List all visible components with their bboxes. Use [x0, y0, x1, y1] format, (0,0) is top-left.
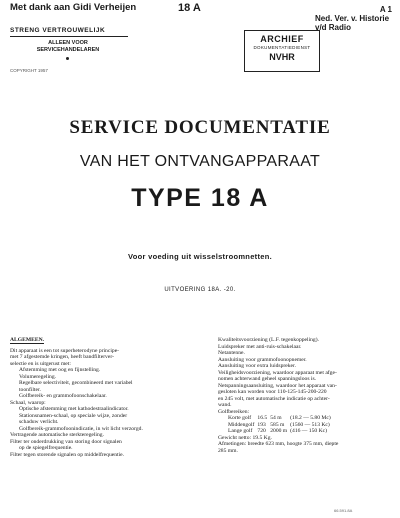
document-number: 66.591.8A [334, 508, 353, 513]
credit-text: Met dank aan Gidi Verheijen [10, 2, 137, 13]
section-heading [10, 337, 178, 344]
section-heading-text: ALGEMEEN. [10, 337, 45, 343]
spec-line: nomen achterwand geheel spanningsloos is. [218, 376, 317, 382]
table-row [228, 415, 334, 422]
bullet-dot [66, 57, 69, 60]
wave-to: 585 m [270, 421, 285, 428]
spec-line: Luidspreker met anti-ruis-schakelaar. [218, 343, 302, 350]
spec-line: Veiligheidsvoorziening, waardoor apparaat met afge- [218, 369, 337, 376]
weight-line: Gewicht netto: 19.5 Kg. [218, 434, 272, 441]
dimensions-line: 285 mm. [218, 447, 238, 454]
spec-line: Kwaliteitsvoorziening (L.F. tegenkoppeling). [218, 337, 319, 343]
stamp-line: DOKUMENTATIEDIENST [253, 45, 311, 50]
feature-line: Golfbereik- en grammofoonschakelaar. [19, 393, 107, 399]
general-section [10, 337, 178, 458]
feature-line: Filter tegen storende signalen op middelfrequentie. [10, 451, 125, 458]
feature-line: Golfbereik-grammofoonindicatie, in wit licht verzorgd. [19, 425, 143, 432]
wave-from: 16.5 [257, 415, 268, 421]
edition-note: UITVOERING 18A. -20. [164, 287, 236, 293]
page-number: A 1 [379, 5, 392, 14]
spec-line: gesloten kan worden voor 110-125-145-200-220 [218, 389, 327, 395]
wave-range-table [228, 415, 334, 435]
spec-line: Aansluiting voor extra luidspreker. [218, 363, 296, 369]
audience-line: SERVICEHANDELAREN [36, 47, 100, 53]
stamp-line: ARCHIEF [260, 34, 304, 44]
type-reference: 18 A [178, 2, 201, 14]
feature-line: Schaal, waarop: [10, 399, 46, 406]
wave-to: 2000 m [270, 428, 288, 434]
spec-line: Netspanningsaansluiting, waardoor het apparaat van- [218, 382, 337, 389]
wave-from: 720 [257, 428, 266, 434]
wave-name: Middengolf [228, 421, 255, 428]
archive-stamp [244, 30, 320, 72]
spec-line: Aansluiting voor grammofoonopnemer. [218, 356, 307, 363]
intro-line: selectie en is uitgerust met: [10, 360, 71, 367]
specifications-section [218, 337, 390, 454]
feature-line: Regelbare selectiviteit, gecombineerd met variabel [19, 380, 133, 386]
table-row [228, 428, 334, 435]
wave-from: 193 [257, 421, 266, 428]
feature-line: Volumeregeling. [19, 373, 57, 380]
copyright-text: COPYRIGHT 1957 [10, 68, 48, 73]
wave-heading: Golfbereiken: [218, 408, 250, 415]
divider [10, 36, 128, 37]
document-title: SERVICE DOCUMENTATIE [69, 117, 331, 138]
wave-freq: (18.2 — 5.80 Mc) [290, 415, 331, 421]
stamp-line: NVHR [269, 52, 295, 62]
feature-line: Vertragende automatische sterkteregeling. [10, 432, 104, 438]
feature-line: Afstemming met oog en fijnstelling. [19, 367, 101, 373]
confidential-notice: STRENG VERTROUWELIJK [10, 27, 106, 34]
wave-name: Korte golf [228, 415, 252, 421]
organization-header [315, 5, 400, 32]
dimensions-line: Afmetingen: breedte 623 mm, hoogte 375 mm, diepte [218, 441, 339, 447]
power-note: Voor voeding uit wisselstroomnetten. [127, 252, 272, 261]
feature-line: op de spiegelfrequentie. [19, 445, 73, 451]
intro-line: Dit apparaat is een tot superheterodyne principe- [10, 347, 120, 354]
wave-name: Lange golf [228, 428, 253, 434]
spec-line: Netantenne. [218, 350, 245, 356]
document-subtitle: VAN HET ONTVANGAPPARAAT [79, 153, 321, 170]
model-type: TYPE 18 A [131, 184, 269, 212]
feature-line: toonfilter. [19, 386, 41, 393]
spec-line: en 245 volt, met automatische indicatie op achter- [218, 395, 330, 402]
organization-name: Ned. Ver. v. Historie v/d Radio [315, 14, 390, 32]
feature-line: Stationsnamen-schaal, op speciale wijze, zonder [19, 412, 128, 419]
wave-freq: (416 — 150 Kc) [290, 428, 327, 434]
audience-notice [28, 40, 108, 54]
spec-line: wand. [218, 402, 232, 408]
feature-line: Filter ter onderdrukking van storing door signalen [10, 438, 122, 445]
wave-to: 54 m [270, 415, 282, 421]
feature-line: schaduw verlicht. [19, 419, 59, 425]
wave-freq: (1560 — 513 Kc) [290, 421, 330, 428]
feature-line: Optische afstemming met kathodestraalindicator. [19, 406, 129, 412]
intro-line: met 7 afgestemde kringen, heeft bandfilterver- [10, 354, 114, 360]
audience-line: ALLEEN VOOR [48, 40, 88, 46]
